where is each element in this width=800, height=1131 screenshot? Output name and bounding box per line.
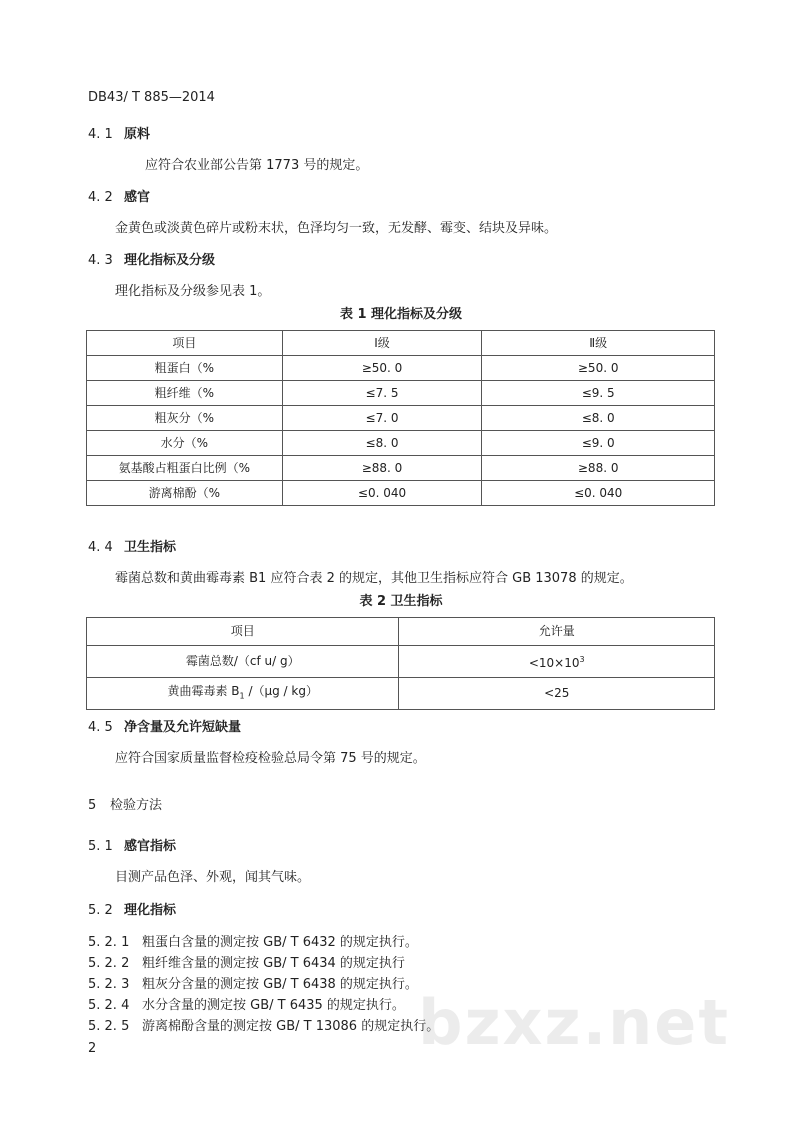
section-4-2-text: 金黄色或淡黄色碎片或粉末状，色泽均匀一致，无发酵、霉变、结块及异味。 [115, 221, 558, 236]
table-row [87, 431, 715, 456]
table-cell: 霉菌总数/（cf u/ g） [87, 646, 399, 678]
subscript: 1 [239, 691, 245, 701]
table-row [87, 456, 715, 481]
table-1-caption: 表 1 理化指标及分级 [339, 307, 463, 322]
section-number: 4. 2 [88, 190, 113, 205]
table-header-row [87, 618, 715, 646]
section-title: 检验方法 [110, 798, 163, 813]
table-2 [86, 617, 715, 710]
table-row [87, 406, 715, 431]
list-item [88, 952, 405, 971]
section-title: 净含量及允许短缺量 [124, 720, 242, 735]
document-code: DB43/ T 885—2014 [88, 90, 215, 105]
list-item [88, 1015, 439, 1034]
section-4-5-heading [88, 716, 241, 735]
item-number: 5. 2. 4 [88, 998, 130, 1013]
header-cell: Ⅰ级 [282, 331, 482, 356]
list-item [88, 973, 418, 992]
item-number: 5. 2. 3 [88, 977, 130, 992]
table-cell: 水分（% [87, 431, 283, 456]
table-cell: 粗灰分（% [87, 406, 283, 431]
table-cell: 粗蛋白（% [87, 356, 283, 381]
section-5-1-heading [88, 835, 176, 854]
section-4-4-heading [88, 536, 176, 555]
table-cell: ≥50. 0 [482, 356, 715, 381]
section-title: 原料 [124, 127, 151, 142]
table-header-row [87, 331, 715, 356]
table-cell: ≤0. 040 [482, 481, 715, 506]
table-cell: 氨基酸占粗蛋白比例（% [87, 456, 283, 481]
section-4-3-heading [88, 249, 215, 268]
table-cell: ≤7. 0 [282, 406, 482, 431]
item-text: 粗纤维含量的测定按 GB/ T 6434 的规定执行 [142, 956, 405, 971]
item-text: 游离棉酚含量的测定按 GB/ T 13086 的规定执行。 [142, 1019, 440, 1034]
section-title: 卫生指标 [124, 540, 177, 555]
table-cell [399, 646, 715, 678]
header-cell: 允许量 [399, 618, 715, 646]
item-text: 粗蛋白含量的测定按 GB/ T 6432 的规定执行。 [142, 935, 418, 950]
section-4-2-heading [88, 186, 150, 205]
table-row [87, 356, 715, 381]
section-5-heading [88, 794, 162, 813]
section-4-1-text: 应符合农业部公告第 1773 号的规定。 [145, 158, 369, 173]
table-row [87, 381, 715, 406]
section-number: 4. 5 [88, 720, 113, 735]
section-4-3-text: 理化指标及分级参见表 1。 [115, 284, 271, 299]
item-unit: /（μg / kg） [244, 684, 318, 698]
section-title: 理化指标及分级 [124, 253, 216, 268]
section-5-1-text: 目测产品色泽、外观，闻其气味。 [115, 870, 311, 885]
table-row [87, 646, 715, 678]
list-item [88, 994, 405, 1013]
table-2-caption: 表 2 卫生指标 [359, 594, 443, 609]
table-cell: ≤7. 5 [282, 381, 482, 406]
table-cell: 游离棉酚（% [87, 481, 283, 506]
table-cell: ≤0. 040 [282, 481, 482, 506]
section-number: 5. 1 [88, 839, 113, 854]
exponent: 3 [579, 655, 585, 664]
table-cell: ≤8. 0 [482, 406, 715, 431]
table-cell: ≤8. 0 [282, 431, 482, 456]
table-cell: ≥50. 0 [282, 356, 482, 381]
section-number: 4. 1 [88, 127, 113, 142]
section-4-1-heading [88, 123, 150, 142]
section-number: 5. 2 [88, 903, 113, 918]
section-4-5-text: 应符合国家质量监督检疫检验总局令第 75 号的规定。 [115, 751, 426, 766]
header-cell: 项目 [87, 618, 399, 646]
table-cell: ≤9. 0 [482, 431, 715, 456]
page-number: 2 [88, 1041, 97, 1056]
list-item [88, 931, 418, 950]
table-1 [86, 330, 715, 506]
table-cell: <25 [399, 678, 715, 710]
section-number: 5 [88, 798, 97, 813]
section-4-4-text: 霉菌总数和黄曲霉毒素 B1 应符合表 2 的规定，其他卫生指标应符合 GB 13078 的规定。 [115, 571, 633, 586]
section-5-2-heading [88, 899, 176, 918]
table-row [87, 481, 715, 506]
item-number: 5. 2. 1 [88, 935, 130, 950]
section-title: 感官指标 [124, 839, 177, 854]
allowance-value: <10×10 [528, 656, 580, 670]
table-cell [87, 678, 399, 710]
table-cell: ≥88. 0 [282, 456, 482, 481]
header-cell: 项目 [87, 331, 283, 356]
item-number: 5. 2. 2 [88, 956, 130, 971]
header-cell: Ⅱ级 [482, 331, 715, 356]
item-text: 水分含量的测定按 GB/ T 6435 的规定执行。 [142, 998, 405, 1013]
item-name: 黄曲霉毒素 B [167, 684, 240, 698]
watermark: bzxz.net [418, 986, 730, 1059]
table-cell: 粗纤维（% [87, 381, 283, 406]
section-number: 4. 4 [88, 540, 113, 555]
item-text: 粗灰分含量的测定按 GB/ T 6438 的规定执行。 [142, 977, 418, 992]
item-number: 5. 2. 5 [88, 1019, 130, 1034]
section-title: 感官 [124, 190, 151, 205]
table-cell: ≤9. 5 [482, 381, 715, 406]
section-title: 理化指标 [124, 903, 177, 918]
section-number: 4. 3 [88, 253, 113, 268]
table-row [87, 678, 715, 710]
table-cell: ≥88. 0 [482, 456, 715, 481]
